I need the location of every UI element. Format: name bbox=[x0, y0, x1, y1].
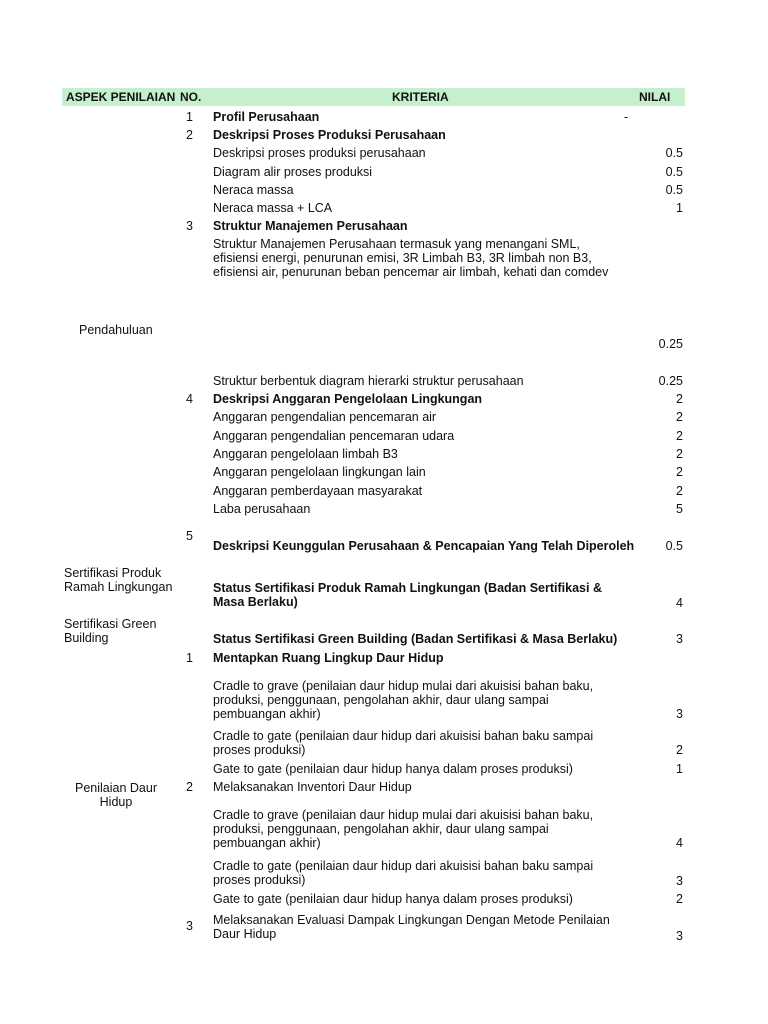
kriteria-anggaran: Deskripsi Anggaran Pengelolaan Lingkungan bbox=[213, 392, 483, 406]
nilai-item: 0.25 bbox=[658, 337, 683, 351]
nilai-item: 0.5 bbox=[665, 165, 683, 179]
nilai-profil: - bbox=[624, 110, 629, 124]
nilai-item: 1 bbox=[676, 201, 683, 215]
kriteria-item: Laba perusahaan bbox=[213, 502, 311, 516]
nilai-item: 0.5 bbox=[665, 183, 683, 197]
kriteria-profil: Profil Perusahaan bbox=[213, 110, 320, 124]
aspek-sertifikasi-produk: Sertifikasi Produk Ramah Lingkungan bbox=[64, 566, 173, 594]
kriteria-item: Struktur berbentuk diagram hierarki struktur perusahaan bbox=[213, 374, 524, 388]
kriteria-struktur-manajemen: Struktur Manajemen Perusahaan bbox=[213, 219, 408, 233]
kriteria-item: Anggaran pemberdayaan masyarakat bbox=[213, 484, 423, 498]
kriteria-item: Gate to gate (penilaian daur hidup hanya dalam proses produksi) bbox=[213, 892, 573, 906]
nilai-item: 2 bbox=[676, 392, 683, 406]
nilai-item: 2 bbox=[676, 743, 683, 757]
aspek-pendahuluan: Pendahuluan bbox=[79, 323, 153, 337]
kriteria-sertifikasi-produk: Status Sertifikasi Produk Ramah Lingkungan (Badan Sertifikasi & Masa Berlaku) bbox=[213, 581, 602, 609]
kriteria-item: Diagram alir proses produksi bbox=[213, 165, 373, 179]
kriteria-item: Anggaran pengendalian pencemaran air bbox=[213, 410, 437, 424]
kriteria-keunggulan: Deskripsi Keunggulan Perusahaan & Pencapaian Yang Telah Diperoleh bbox=[213, 539, 635, 553]
kriteria-item: Cradle to grave (penilaian daur hidup mulai dari akuisisi bahan baku, produksi, penggunaan, pengolahan akhir, daur ulang sampai pembuangan akhir) bbox=[213, 808, 594, 850]
kriteria-item: Neraca massa + LCA bbox=[213, 201, 333, 215]
nilai-item: 3 bbox=[676, 874, 683, 888]
nilai-item: 2 bbox=[676, 447, 683, 461]
row-number: 3 bbox=[186, 219, 193, 233]
nilai-item: 2 bbox=[676, 465, 683, 479]
nilai-item: 3 bbox=[676, 929, 683, 943]
kriteria-sertifikasi-green: Status Sertifikasi Green Building (Badan Sertifikasi & Masa Berlaku) bbox=[213, 632, 618, 646]
header-no: NO. bbox=[180, 90, 202, 104]
nilai-item: 0.5 bbox=[665, 539, 683, 553]
row-number: 1 bbox=[186, 651, 193, 665]
kriteria-item: Gate to gate (penilaian daur hidup hanya dalam proses produksi) bbox=[213, 762, 573, 776]
row-number: 5 bbox=[186, 529, 193, 543]
row-number: 2 bbox=[186, 780, 193, 794]
nilai-item: 3 bbox=[676, 707, 683, 721]
kriteria-item: Struktur Manajemen Perusahaan termasuk yang menangani SML, efisiensi energi, penurunan emisi, 3R Limbah B3, 3R limbah non B3, efisiensi air, penurunan beban pencemar air limbah, kehati dan comdev bbox=[213, 237, 609, 279]
aspek-penilaian-daur: Penilaian Daur Hidup bbox=[75, 781, 157, 809]
nilai-item: 4 bbox=[676, 836, 683, 850]
header-aspek: ASPEK PENILAIAN bbox=[66, 90, 176, 104]
kriteria-deskripsi-proses: Deskripsi Proses Produksi Perusahaan bbox=[213, 128, 446, 142]
row-number: 1 bbox=[186, 110, 193, 124]
kriteria-item: Anggaran pengelolaan limbah B3 bbox=[213, 447, 398, 461]
kriteria-item: Cradle to gate (penilaian daur hidup dari akuisisi bahan baku sampai proses produksi) bbox=[213, 729, 594, 757]
kriteria-inventori: Melaksanakan Inventori Daur Hidup bbox=[213, 780, 412, 794]
nilai-item: 3 bbox=[676, 632, 683, 646]
kriteria-item: Anggaran pengendalian pencemaran udara bbox=[213, 429, 455, 443]
row-number: 3 bbox=[186, 919, 193, 933]
kriteria-item: Cradle to grave (penilaian daur hidup mulai dari akuisisi bahan baku, produksi, penggunaan, pengolahan akhir, daur ulang sampai pembuangan akhir) bbox=[213, 679, 594, 721]
row-number: 2 bbox=[186, 128, 193, 142]
nilai-item: 5 bbox=[676, 502, 683, 516]
nilai-item: 0.25 bbox=[658, 374, 683, 388]
nilai-item: 1 bbox=[676, 762, 683, 776]
header-kriteria: KRITERIA bbox=[392, 90, 449, 104]
nilai-item: 2 bbox=[676, 484, 683, 498]
kriteria-item: Deskripsi proses produksi perusahaan bbox=[213, 146, 426, 160]
nilai-item: 0.5 bbox=[665, 146, 683, 160]
kriteria-ruang-lingkup: Mentapkan Ruang Lingkup Daur Hidup bbox=[213, 651, 444, 665]
kriteria-evaluasi-dampak: Melaksanakan Evaluasi Dampak Lingkungan Dengan Metode Penilaian Daur Hidup bbox=[213, 913, 610, 941]
nilai-item: 2 bbox=[676, 429, 683, 443]
row-number: 4 bbox=[186, 392, 193, 406]
nilai-item: 4 bbox=[676, 596, 683, 610]
kriteria-item: Neraca massa bbox=[213, 183, 294, 197]
nilai-item: 2 bbox=[676, 892, 683, 906]
kriteria-item: Anggaran pengelolaan lingkungan lain bbox=[213, 465, 426, 479]
nilai-item: 2 bbox=[676, 410, 683, 424]
header-nilai: NILAI bbox=[639, 90, 671, 104]
aspek-sertifikasi-green: Sertifikasi Green Building bbox=[64, 617, 157, 645]
kriteria-item: Cradle to gate (penilaian daur hidup dari akuisisi bahan baku sampai proses produksi) bbox=[213, 859, 594, 887]
